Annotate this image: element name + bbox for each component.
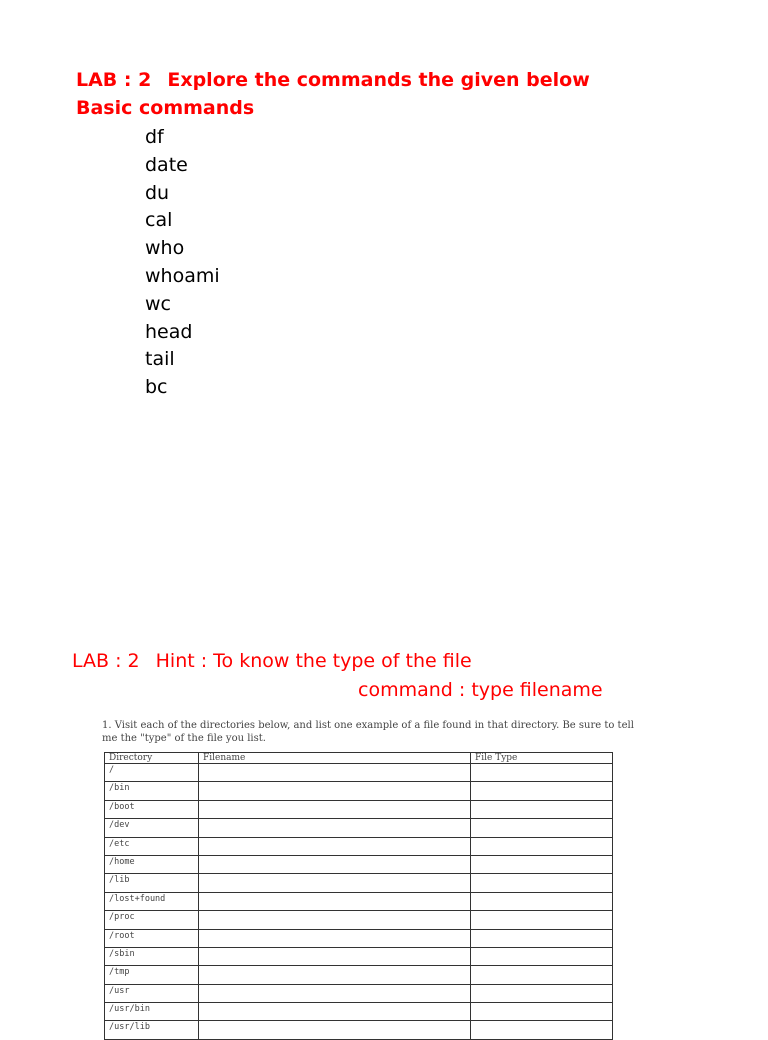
table-row	[105, 782, 613, 800]
file-type-cell[interactable]	[471, 1003, 613, 1021]
filename-cell[interactable]	[199, 911, 471, 929]
header-filename: Filename	[199, 753, 471, 764]
command-item: df	[145, 126, 164, 148]
instruction-text: 1. Visit each of the directories below, and list one example of a file found in that directory. Be sure to tell me the "type" of the file you list.	[102, 720, 634, 744]
filename-cell[interactable]	[199, 1003, 471, 1021]
directory-cell: /etc	[105, 837, 199, 855]
table-row	[105, 855, 613, 873]
file-type-cell[interactable]	[471, 855, 613, 873]
lab1-title-text: Explore the commands the given below	[167, 69, 590, 91]
file-type-cell[interactable]	[471, 911, 613, 929]
directory-cell: /boot	[105, 800, 199, 818]
command-item: head	[145, 320, 193, 343]
lab1-title	[76, 66, 590, 94]
command-item: tail	[145, 348, 175, 371]
filename-cell[interactable]	[199, 855, 471, 873]
file-type-cell[interactable]	[471, 800, 613, 818]
file-type-cell[interactable]	[471, 929, 613, 947]
command-item: whoami	[145, 264, 220, 287]
lab2-title-number: LAB : 2	[72, 650, 140, 672]
command-item: cal	[145, 209, 173, 232]
command-list	[145, 124, 220, 402]
directory-cell: /dev	[105, 819, 199, 837]
filename-cell[interactable]	[199, 819, 471, 837]
table-row	[105, 929, 613, 947]
file-type-cell[interactable]	[471, 782, 613, 800]
lab2-command-line: command : type filename	[358, 679, 603, 701]
command-item: date	[145, 153, 188, 176]
command-item: du	[145, 181, 170, 204]
directory-cell: /usr	[105, 984, 199, 1002]
header-directory: Directory	[105, 753, 199, 764]
filename-cell[interactable]	[199, 947, 471, 965]
command-item: bc	[145, 376, 168, 399]
directory-cell: /root	[105, 929, 199, 947]
filename-cell[interactable]	[199, 984, 471, 1002]
lab2-hint-text: Hint : To know the type of the file	[155, 650, 472, 672]
filename-cell[interactable]	[199, 874, 471, 892]
table-row	[105, 966, 613, 984]
file-type-cell[interactable]	[471, 984, 613, 1002]
directory-cell: /home	[105, 855, 199, 873]
filename-cell[interactable]	[199, 837, 471, 855]
filename-cell[interactable]	[199, 892, 471, 910]
file-type-cell[interactable]	[471, 764, 613, 782]
directory-cell: /usr/lib	[105, 1021, 199, 1039]
table-row	[105, 819, 613, 837]
table-header-row	[105, 753, 613, 764]
filename-cell[interactable]	[199, 782, 471, 800]
directory-cell: /lib	[105, 874, 199, 892]
table-row	[105, 892, 613, 910]
file-type-cell[interactable]	[471, 874, 613, 892]
command-item: who	[145, 237, 185, 260]
filename-cell[interactable]	[199, 966, 471, 984]
table-row	[105, 837, 613, 855]
filename-cell[interactable]	[199, 929, 471, 947]
filename-cell[interactable]	[199, 764, 471, 782]
filename-cell[interactable]	[199, 800, 471, 818]
lab2-title	[72, 647, 472, 675]
file-type-cell[interactable]	[471, 966, 613, 984]
table-row	[105, 984, 613, 1002]
directory-cell: /lost+found	[105, 892, 199, 910]
table-row	[105, 800, 613, 818]
directory-table	[104, 752, 613, 1040]
directory-cell: /bin	[105, 782, 199, 800]
lab1-title-number: LAB : 2	[76, 69, 152, 91]
file-type-cell[interactable]	[471, 892, 613, 910]
lab1-subtitle: Basic commands	[76, 97, 255, 119]
file-type-cell[interactable]	[471, 837, 613, 855]
header-file-type: File Type	[471, 753, 613, 764]
table-row	[105, 1003, 613, 1021]
table-row	[105, 874, 613, 892]
table-row	[105, 947, 613, 965]
directory-cell: /sbin	[105, 947, 199, 965]
directory-cell: /proc	[105, 911, 199, 929]
directory-cell: /	[105, 764, 199, 782]
command-item: wc	[145, 292, 171, 315]
directory-cell: /tmp	[105, 966, 199, 984]
file-type-cell[interactable]	[471, 819, 613, 837]
table-row	[105, 764, 613, 782]
table-row	[105, 911, 613, 929]
file-type-cell[interactable]	[471, 947, 613, 965]
directory-cell: /usr/bin	[105, 1003, 199, 1021]
